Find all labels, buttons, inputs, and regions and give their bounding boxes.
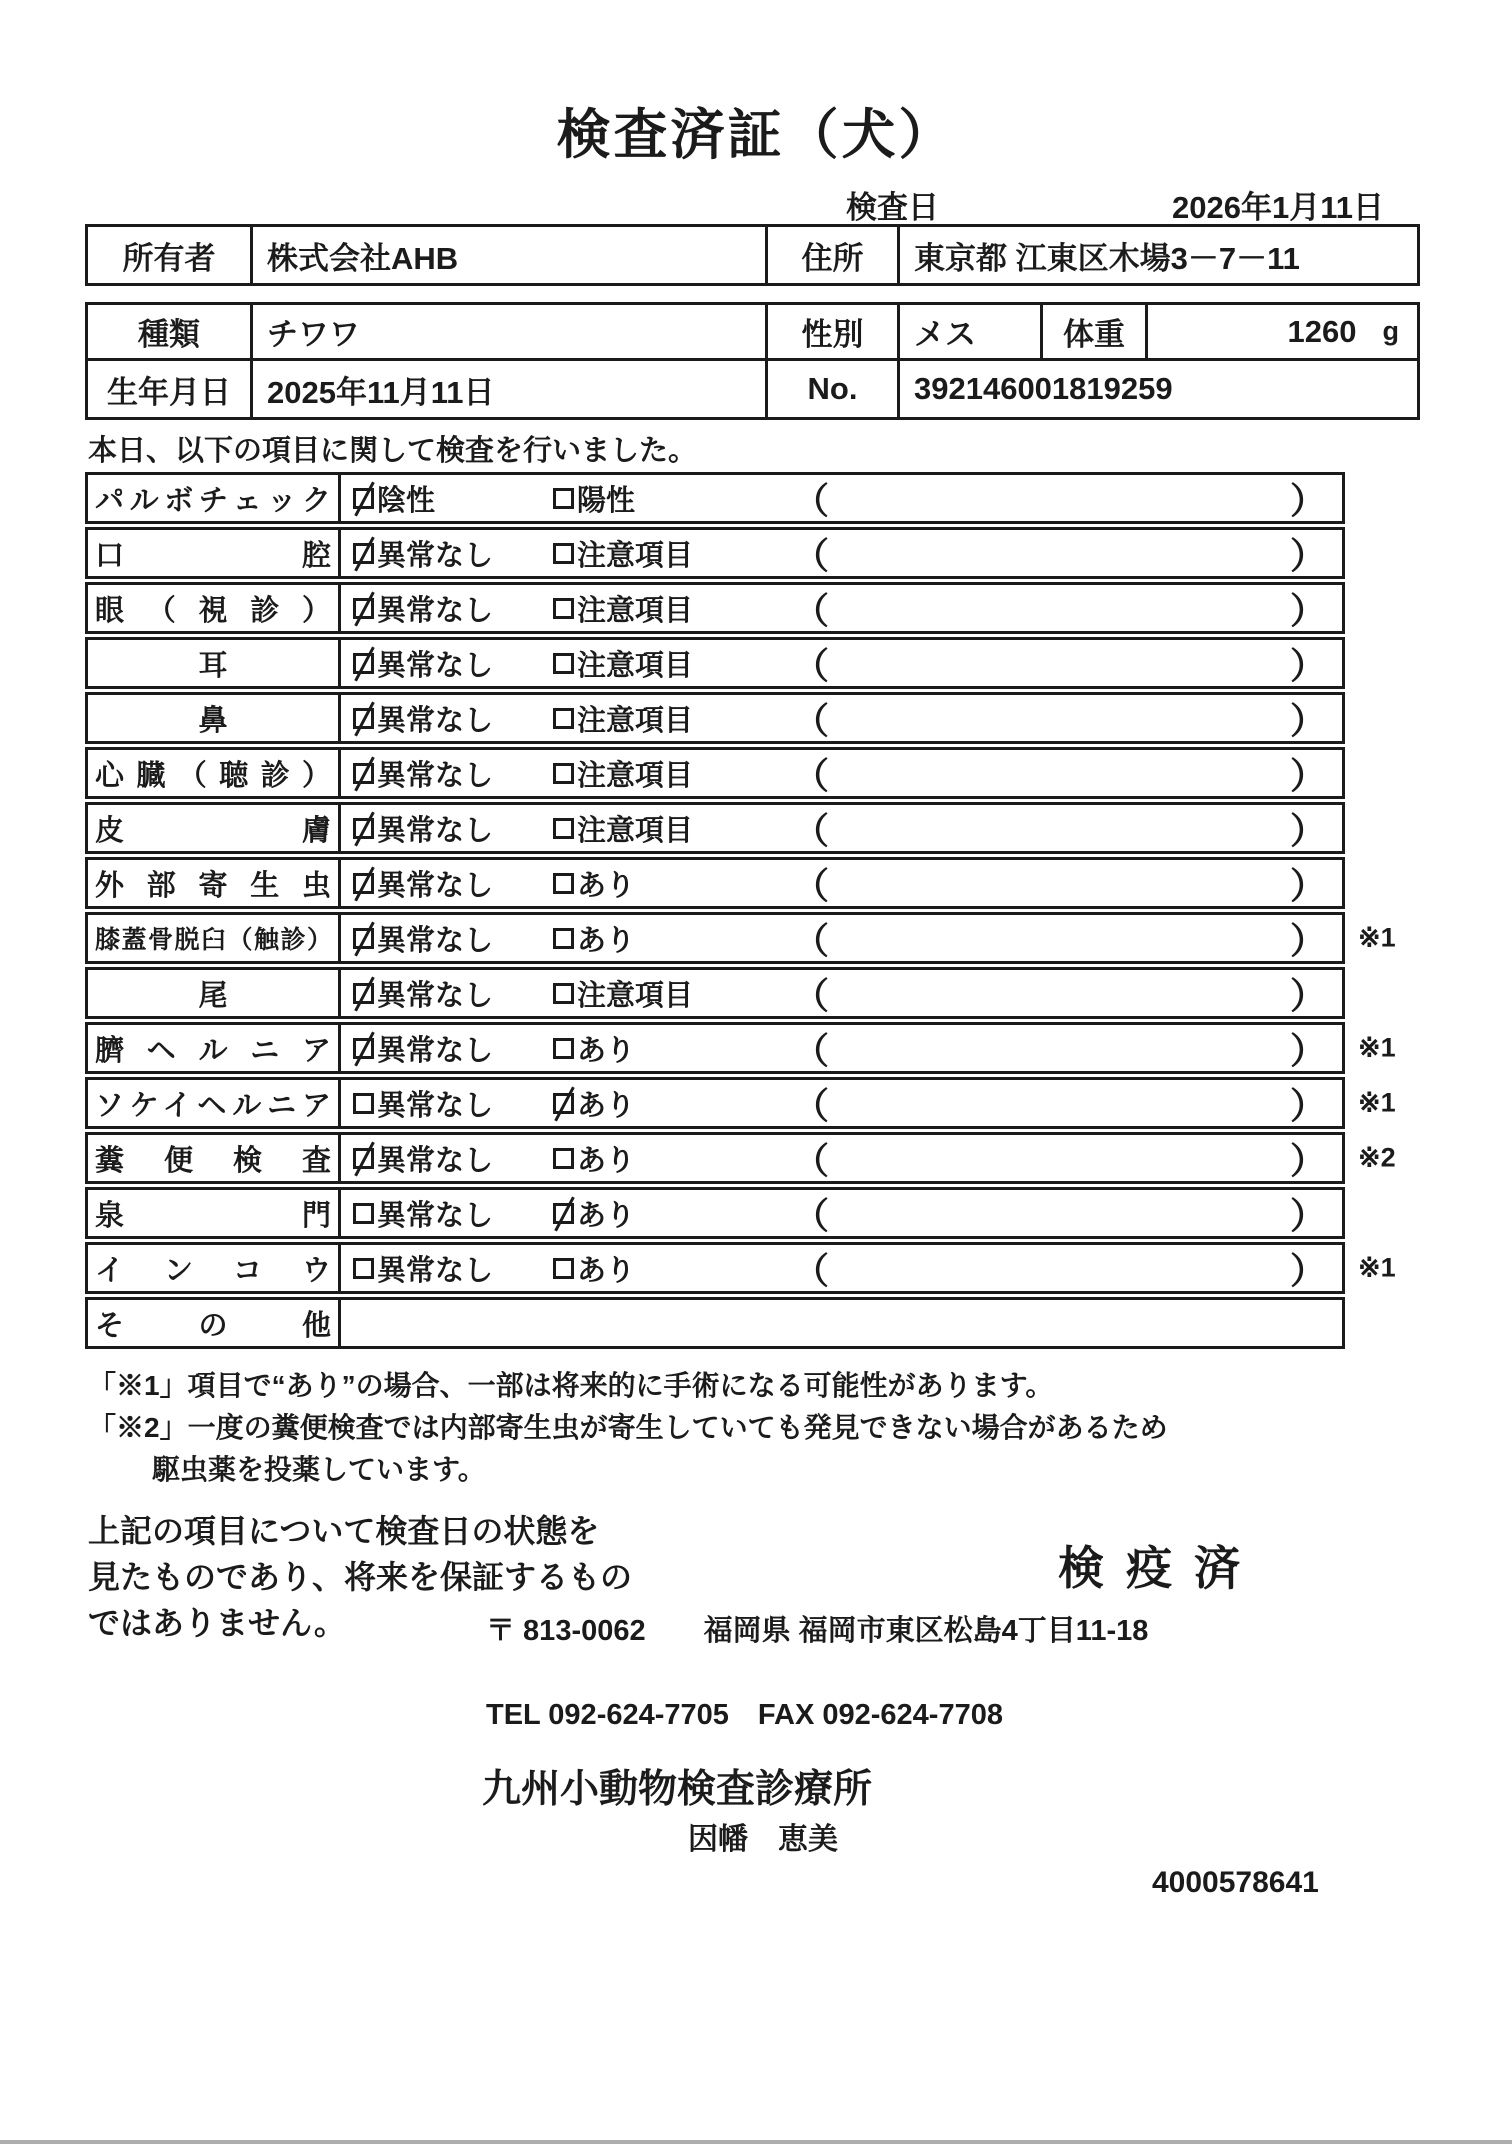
paren-close: ） bbox=[1289, 589, 1326, 631]
opt2-label: 注意項目 bbox=[577, 649, 694, 682]
breed-value: チワワ bbox=[253, 305, 768, 358]
opt2-label: 注意項目 bbox=[577, 704, 694, 737]
item-label: 外部寄生虫 bbox=[95, 869, 331, 902]
opt2-checkbox bbox=[553, 763, 574, 784]
paren-close: ） bbox=[1289, 1194, 1326, 1236]
breed-label: 種類 bbox=[88, 305, 253, 358]
opt1-label: 異常なし bbox=[377, 594, 494, 627]
disclaimer-line-3: ではありません。 bbox=[88, 1605, 346, 1641]
paren-open: （ bbox=[793, 974, 830, 1016]
footnote-1: 「※1」項目で“あり”の場合、一部は将来的に手術になる可能性があります。 bbox=[88, 1370, 1054, 1401]
opt2-checkbox bbox=[553, 873, 574, 894]
veterinarian-name: 因幡 恵美 bbox=[688, 1823, 838, 1856]
checklist-row-fontanelle bbox=[85, 1187, 1345, 1239]
issuer-address: 〒 813-0062 福岡県 福岡市東区松島4丁目11-18 bbox=[486, 1615, 1149, 1647]
checklist-row-patella bbox=[85, 912, 1396, 964]
opt2-label: 注意項目 bbox=[577, 539, 694, 572]
opt2-label: 陽性 bbox=[577, 484, 636, 517]
opt1-label: 異常なし bbox=[377, 869, 494, 902]
clinic-name: 九州小動物検査診療所 bbox=[482, 1768, 873, 1811]
footnote-2: 「※2」一度の糞便検査では内部寄生虫が寄生していても発見できない場合があるため bbox=[88, 1412, 1168, 1443]
item-label: 皮膚 bbox=[95, 814, 331, 847]
paren-open: （ bbox=[793, 589, 830, 631]
paren-close: ） bbox=[1289, 809, 1326, 851]
checklist-row-external-parasites bbox=[85, 857, 1345, 909]
opt2-label: あり bbox=[577, 1034, 636, 1067]
opt1-checkbox bbox=[353, 873, 374, 894]
opt2-checkbox bbox=[553, 598, 574, 619]
paren-close: ） bbox=[1289, 864, 1326, 906]
sex-label: 性別 bbox=[768, 305, 900, 358]
opt1-label: 異常なし bbox=[377, 979, 494, 1012]
item-label: 口腔 bbox=[95, 539, 331, 572]
birth-value: 2025年11月11日 bbox=[253, 361, 768, 417]
paren-close: ） bbox=[1289, 1139, 1326, 1181]
paren-close: ） bbox=[1289, 754, 1326, 796]
paren-open: （ bbox=[793, 479, 830, 521]
opt1-checkbox bbox=[353, 488, 374, 509]
item-label: 尾 bbox=[198, 979, 228, 1012]
item-label: 膝蓋骨脱臼（触診） bbox=[95, 926, 331, 954]
paren-open: （ bbox=[793, 1084, 830, 1126]
opt2-checkbox bbox=[553, 488, 574, 509]
opt2-checkbox bbox=[553, 1038, 574, 1059]
opt2-checkbox bbox=[553, 1203, 574, 1224]
serial-number: 4000578641 bbox=[1152, 1866, 1319, 1899]
opt1-label: 異常なし bbox=[377, 1089, 494, 1122]
paren-open: （ bbox=[793, 534, 830, 576]
address-value: 東京都 江東区木場3－7－11 bbox=[914, 240, 1300, 276]
item-label: 耳 bbox=[198, 649, 228, 682]
opt2-label: あり bbox=[577, 1199, 636, 1232]
issuer-tel-fax: TEL 092-624-7705 FAX 092-624-7708 bbox=[486, 1699, 1003, 1731]
no-label: No. bbox=[768, 361, 900, 417]
opt2-label: 注意項目 bbox=[577, 759, 694, 792]
checklist-row-other bbox=[85, 1297, 1345, 1349]
footnote-ref: ※1 bbox=[1358, 922, 1396, 953]
paren-open: （ bbox=[793, 809, 830, 851]
birth-label: 生年月日 bbox=[88, 361, 253, 417]
exam-date-value: 2026年1月11日 bbox=[1172, 190, 1384, 225]
opt1-label: 異常なし bbox=[377, 539, 494, 572]
opt1-label: 異常なし bbox=[377, 1254, 494, 1287]
opt1-checkbox bbox=[353, 1093, 374, 1114]
paren-close: ） bbox=[1289, 1249, 1326, 1291]
item-label: 糞便検査 bbox=[95, 1144, 331, 1177]
opt2-checkbox bbox=[553, 543, 574, 564]
quarantine-stamp: 検疫済 bbox=[1058, 1542, 1262, 1594]
owner-value: 株式会社AHB bbox=[253, 227, 768, 283]
opt1-checkbox bbox=[353, 1038, 374, 1059]
opt2-checkbox bbox=[553, 1148, 574, 1169]
footnote-ref: ※1 bbox=[1358, 1087, 1396, 1118]
opt1-label: 異常なし bbox=[377, 649, 494, 682]
opt1-checkbox bbox=[353, 983, 374, 1004]
page-title: 検査済証（犬） bbox=[556, 105, 956, 165]
footnote-ref: ※1 bbox=[1358, 1032, 1396, 1063]
paren-open: （ bbox=[793, 644, 830, 686]
paren-open: （ bbox=[793, 919, 830, 961]
sex-value: メス bbox=[900, 305, 1043, 358]
paren-open: （ bbox=[793, 864, 830, 906]
breed-row bbox=[88, 305, 1417, 361]
no-value: 392146001819259 bbox=[914, 371, 1173, 406]
paren-open: （ bbox=[793, 1139, 830, 1181]
paren-close: ） bbox=[1289, 1029, 1326, 1071]
opt1-label: 異常なし bbox=[377, 704, 494, 737]
item-label: 臍ヘルニア bbox=[95, 1034, 331, 1067]
birth-row bbox=[88, 361, 1417, 417]
opt2-label: あり bbox=[577, 1254, 636, 1287]
address-label: 住所 bbox=[768, 227, 900, 283]
paren-open: （ bbox=[793, 1194, 830, 1236]
paren-open: （ bbox=[793, 1029, 830, 1071]
checklist-row-fecal-exam bbox=[85, 1132, 1396, 1184]
item-label: 心臓（聴診） bbox=[95, 759, 331, 792]
opt1-checkbox bbox=[353, 818, 374, 839]
opt1-label: 異常なし bbox=[377, 1034, 494, 1067]
owner-label: 所有者 bbox=[88, 227, 253, 283]
inspection-checklist bbox=[85, 472, 1396, 1349]
item-label: パルボチェック bbox=[95, 484, 331, 517]
pet-info-table bbox=[85, 302, 1420, 420]
opt2-checkbox bbox=[553, 818, 574, 839]
other-empty-cell bbox=[341, 1300, 1342, 1346]
opt1-label: 異常なし bbox=[377, 759, 494, 792]
disclaimer-line-1: 上記の項目について検査日の状態を bbox=[88, 1513, 600, 1549]
checklist-row-umbilical-hernia bbox=[85, 1022, 1396, 1074]
opt2-label: 注意項目 bbox=[577, 979, 694, 1012]
checklist-row-skin bbox=[85, 802, 1345, 854]
weight-value: 1260 bbox=[1287, 313, 1357, 349]
weight-value-cell bbox=[1148, 305, 1417, 358]
footnote-ref: ※2 bbox=[1358, 1142, 1396, 1173]
checklist-row-nose bbox=[85, 692, 1345, 744]
opt2-label: 注意項目 bbox=[577, 594, 694, 627]
opt1-checkbox bbox=[353, 708, 374, 729]
opt2-checkbox bbox=[553, 653, 574, 674]
opt2-label: あり bbox=[577, 1089, 636, 1122]
checklist-row-parvo bbox=[85, 472, 1345, 524]
paren-close: ） bbox=[1289, 644, 1326, 686]
item-label: 眼（視診） bbox=[95, 594, 331, 627]
weight-unit: g bbox=[1382, 316, 1399, 346]
checklist-row-eyes bbox=[85, 582, 1345, 634]
paren-close: ） bbox=[1289, 699, 1326, 741]
paren-close: ） bbox=[1289, 534, 1326, 576]
paren-close: ） bbox=[1289, 1084, 1326, 1126]
opt1-checkbox bbox=[353, 543, 374, 564]
weight-label: 体重 bbox=[1043, 305, 1148, 358]
opt1-checkbox bbox=[353, 1258, 374, 1279]
opt2-checkbox bbox=[553, 1093, 574, 1114]
checklist-row-ears bbox=[85, 637, 1345, 689]
opt2-label: あり bbox=[577, 924, 636, 957]
opt1-label: 異常なし bbox=[377, 1199, 494, 1232]
owner-table bbox=[85, 224, 1420, 286]
opt1-label: 異常なし bbox=[377, 924, 494, 957]
opt1-checkbox bbox=[353, 1203, 374, 1224]
opt2-checkbox bbox=[553, 928, 574, 949]
opt2-checkbox bbox=[553, 1258, 574, 1279]
opt2-checkbox bbox=[553, 983, 574, 1004]
footnote-ref: ※1 bbox=[1358, 1252, 1396, 1283]
opt2-label: あり bbox=[577, 869, 636, 902]
opt1-checkbox bbox=[353, 1148, 374, 1169]
paren-close: ） bbox=[1289, 919, 1326, 961]
exam-date-label: 検査日 bbox=[846, 190, 939, 225]
owner-row bbox=[88, 227, 1417, 283]
opt1-checkbox bbox=[353, 928, 374, 949]
opt1-checkbox bbox=[353, 653, 374, 674]
item-label: その他 bbox=[95, 1309, 331, 1342]
item-label: 鼻 bbox=[198, 704, 228, 737]
checklist-row-inguinal-hernia bbox=[85, 1077, 1396, 1129]
checklist-row-heart bbox=[85, 747, 1345, 799]
opt2-checkbox bbox=[553, 708, 574, 729]
checklist-row-tail bbox=[85, 967, 1345, 1019]
checklist-row-inkou bbox=[85, 1242, 1396, 1294]
opt1-label: 陰性 bbox=[377, 484, 436, 517]
opt1-label: 異常なし bbox=[377, 814, 494, 847]
disclaimer-line-2: 見たものであり、将来を保証するもの bbox=[88, 1559, 633, 1595]
opt1-checkbox bbox=[353, 598, 374, 619]
opt2-label: 注意項目 bbox=[577, 814, 694, 847]
item-label: インコウ bbox=[95, 1254, 331, 1287]
opt1-label: 異常なし bbox=[377, 1144, 494, 1177]
paren-open: （ bbox=[793, 754, 830, 796]
opt2-label: あり bbox=[577, 1144, 636, 1177]
paren-close: ） bbox=[1289, 479, 1326, 521]
intro-sentence: 本日、以下の項目に関して検査を行いました。 bbox=[88, 435, 698, 467]
item-label: ソケイヘルニア bbox=[95, 1089, 331, 1122]
paren-open: （ bbox=[793, 699, 830, 741]
scan-edge-artifact bbox=[0, 2140, 1512, 2144]
checklist-row-mouth bbox=[85, 527, 1345, 579]
footnote-2-continued: 駆虫薬を投薬しています。 bbox=[152, 1454, 486, 1485]
paren-close: ） bbox=[1289, 974, 1326, 1016]
opt1-checkbox bbox=[353, 763, 374, 784]
paren-open: （ bbox=[793, 1249, 830, 1291]
item-label: 泉門 bbox=[95, 1199, 331, 1232]
